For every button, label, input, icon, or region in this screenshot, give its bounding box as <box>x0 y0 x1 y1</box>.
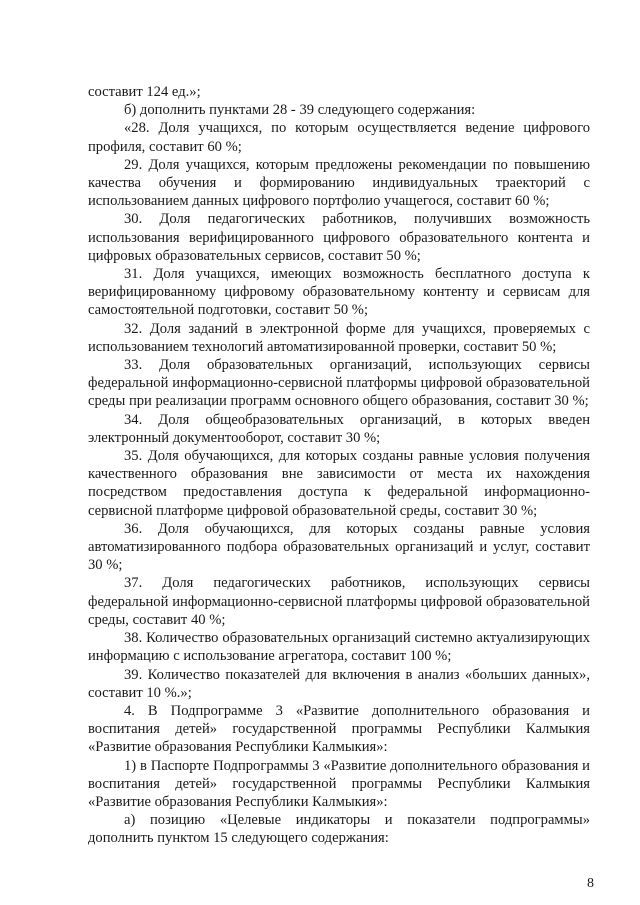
paragraph-6: 32. Доля заданий в электронной форме для учащихся, проверяемых с использованием технологий автоматизированной проверки, составит 50 %; <box>88 320 590 355</box>
paragraph-8: 34. Доля общеобразовательных организаций, в которых введен электронный документооборот, составит 30 %; <box>88 411 590 446</box>
paragraph-3: 29. Доля учащихся, которым предложены рекомендации по повышению качества обучения и формированию индивидуальных траекторий с использованием данных цифрового портфолио учащегося, составит 60 %; <box>88 156 590 210</box>
paragraph-15: 1) в Паспорте Подпрограммы 3 «Развитие дополнительного образования и воспитания детей» государственной программы Республики Калмыкия «Развитие образования Республики Калмыкия»: <box>88 757 590 810</box>
paragraph-1: б) дополнить пунктами 28 - 39 следующего содержания: <box>124 102 476 119</box>
paragraph-10: 36. Доля обучающихся, для которых созданы равные условия автоматизированного подбора образовательных организаций и услуг, составит 30 %; <box>88 520 590 574</box>
paragraph-4: 30. Доля педагогических работников, получивших возможность использования верифицированного цифрового образовательного контента и цифровых образовательных сервисов, составит 50 %; <box>88 211 590 264</box>
paragraph-7: 33. Доля образовательных организаций, использующих сервисы федеральной информационно-сервисной платформы цифровой образовательной среды при реализации программ основного общего образования, составит 30 %; <box>88 357 590 410</box>
page-number: 8 <box>587 876 594 891</box>
paragraph-13: 39. Количество показателей для включения в анализ «больших данных», составит 10 %.»; <box>88 666 590 701</box>
paragraph-0: составит 124 ед.»; <box>88 84 201 100</box>
paragraph-14: 4. В Подпрограмме 3 «Развитие дополнительного образования и воспитания детей» государственной программы Республики Калмыкия «Развитие образования Республики Калмыкия»: <box>88 702 590 756</box>
document-body <box>88 83 590 848</box>
paragraph-2: «28. Доля учащихся, по которым осуществляется ведение цифрового профиля, составит 60 %; <box>88 120 590 155</box>
paragraph-12: 38. Количество образовательных организаций системно актуализирующих информацию с использование агрегатора, составит 100 %; <box>88 630 590 665</box>
paragraph-9: 35. Доля обучающихся, для которых созданы равные условия получения качественного образования вне зависимости от места их нахождения посредством предоставления доступа к федеральной информационно-сервисной платформе цифровой образовательной среды, составит 30 %; <box>88 448 590 519</box>
paragraph-16: а) позицию «Целевые индикаторы и показатели подпрограммы» дополнить пунктом 15 следующего содержания: <box>88 812 590 847</box>
paragraph-5: 31. Доля учащихся, имеющих возможность бесплатного доступа к верифицированному цифровому образовательному контенту и сервисам для самостоятельной подготовки, составит 50 %; <box>88 266 590 319</box>
paragraph-11: 37. Доля педагогических работников, использующих сервисы федеральной информационно-сервисной платформы цифровой образовательной среды, составит 40 %; <box>88 575 590 628</box>
